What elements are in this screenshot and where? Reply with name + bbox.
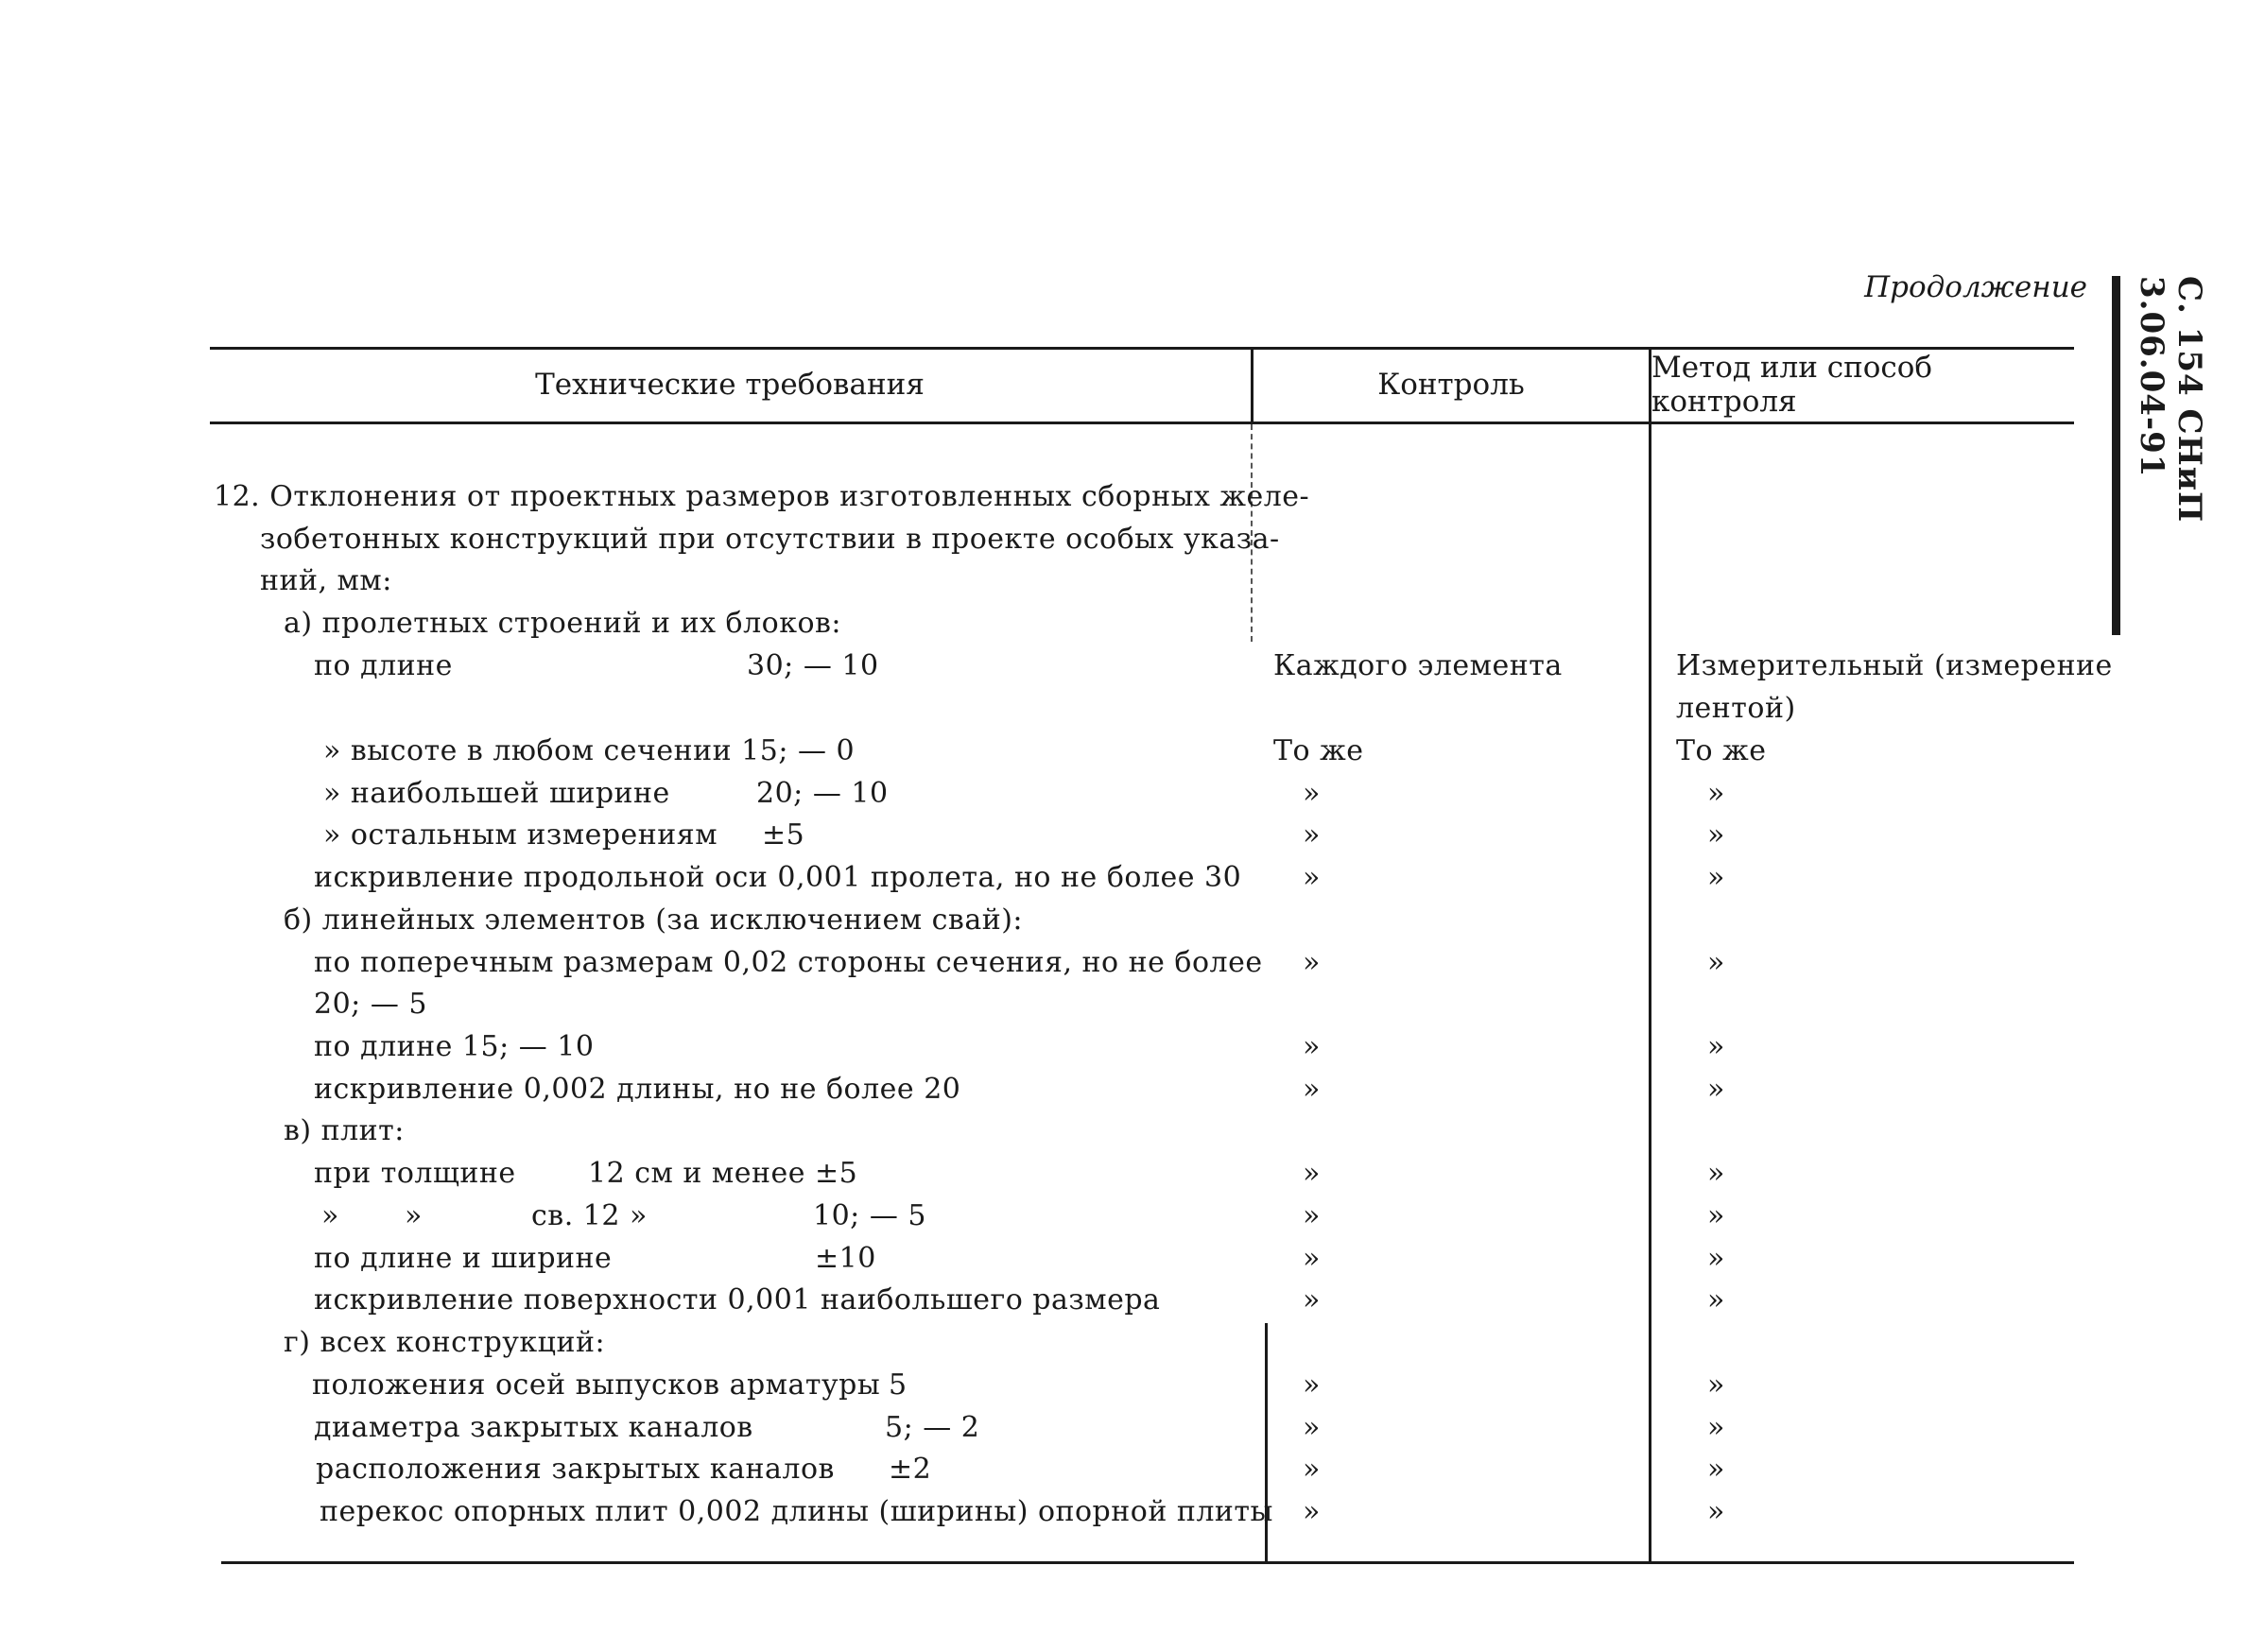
method-row-7: То же bbox=[1676, 734, 1767, 767]
method-row-8: » bbox=[1707, 777, 1725, 810]
ctrl-row-23: » bbox=[1303, 1411, 1321, 1444]
method-row-23: » bbox=[1707, 1411, 1725, 1444]
ctrl-row-14: » bbox=[1303, 1030, 1321, 1063]
ctrl-row-20: » bbox=[1303, 1283, 1321, 1316]
ctrl-row-19: » bbox=[1303, 1242, 1321, 1275]
req-row-18-mid: св. 12 » bbox=[531, 1199, 648, 1232]
method-row-5: Измерительный (измерение bbox=[1676, 649, 2113, 682]
table-bottom-rule bbox=[221, 1561, 2074, 1564]
ctrl-row-5: Каждого элемента bbox=[1273, 649, 1563, 682]
ctrl-row-17: » bbox=[1303, 1157, 1321, 1190]
req-row-17-mid: 12 см и менее ±5 bbox=[588, 1157, 858, 1190]
req-row-18-value: 10; — 5 bbox=[813, 1199, 926, 1232]
method-row-22: » bbox=[1707, 1368, 1725, 1402]
req-row-3: ний, мм: bbox=[260, 564, 392, 597]
req-row-7: » высоте в любом сечении 15; — 0 bbox=[323, 734, 856, 767]
header-control: Контроль bbox=[1377, 368, 1525, 402]
req-row-22: положения осей выпусков арматуры bbox=[312, 1368, 881, 1402]
method-row-25: » bbox=[1707, 1495, 1725, 1528]
ctrl-row-8: » bbox=[1303, 777, 1321, 810]
side-bar bbox=[2112, 276, 2120, 635]
req-row-10: искривление продольной оси 0,001 пролета, но не более 30 bbox=[314, 861, 1242, 894]
ctrl-row-9: » bbox=[1303, 818, 1321, 852]
req-row-23-value: 5; — 2 bbox=[885, 1411, 980, 1444]
method-row-10: » bbox=[1707, 861, 1725, 894]
ctrl-row-18: » bbox=[1303, 1199, 1321, 1232]
req-row-9: » остальным измерениям bbox=[323, 818, 718, 852]
method-row-20: » bbox=[1707, 1283, 1725, 1316]
method-row-18: » bbox=[1707, 1199, 1725, 1232]
header-bottom-rule bbox=[210, 422, 2074, 424]
method-row-24: » bbox=[1707, 1453, 1725, 1486]
req-row-1: 12. Отклонения от проектных размеров изготовленных сборных желе- bbox=[214, 480, 1310, 513]
continuation-label: Продолжение bbox=[1864, 270, 2087, 304]
req-row-21: г) всех конструкций: bbox=[284, 1326, 606, 1359]
req-row-2: зобетонных конструкций при отсутствии в проекте особых указа- bbox=[260, 523, 1280, 556]
req-row-8-value: 20; — 10 bbox=[756, 777, 889, 810]
req-row-19-value: ±10 bbox=[815, 1242, 876, 1275]
req-row-25: перекос опорных плит 0,002 длины (ширины) опорной плиты bbox=[320, 1495, 1273, 1528]
side-label-block bbox=[2112, 276, 2208, 635]
method-row-9: » bbox=[1707, 818, 1725, 852]
req-row-18b: » bbox=[405, 1199, 423, 1232]
req-row-22-value: 5 bbox=[889, 1368, 908, 1402]
req-row-24-value: ±2 bbox=[889, 1453, 932, 1486]
req-row-18: » bbox=[321, 1199, 339, 1232]
req-row-23: диаметра закрытых каналов bbox=[314, 1411, 753, 1444]
req-row-19: по длине и ширине bbox=[314, 1242, 613, 1275]
method-row-6: лентой) bbox=[1676, 692, 1796, 725]
req-row-8: » наибольшей ширине bbox=[323, 777, 670, 810]
ctrl-row-22: » bbox=[1303, 1368, 1321, 1402]
method-row-17: » bbox=[1707, 1157, 1725, 1190]
side-label: С. 154 СНиП 3.06.04-91 bbox=[2133, 276, 2208, 524]
method-row-12: » bbox=[1707, 946, 1725, 979]
ctrl-row-25: » bbox=[1303, 1495, 1321, 1528]
req-row-16: в) плит: bbox=[284, 1114, 405, 1147]
header-requirements: Технические требования bbox=[535, 368, 925, 402]
ctrl-row-15: » bbox=[1303, 1073, 1321, 1106]
req-row-17: при толщине bbox=[314, 1157, 516, 1190]
method-row-19: » bbox=[1707, 1242, 1725, 1275]
req-row-24: расположения закрытых каналов bbox=[316, 1453, 835, 1486]
ctrl-row-12: » bbox=[1303, 946, 1321, 979]
ctrl-row-24: » bbox=[1303, 1453, 1321, 1486]
column-divider-2 bbox=[1649, 347, 1651, 1561]
ctrl-row-7: То же bbox=[1273, 734, 1364, 767]
method-row-15: » bbox=[1707, 1073, 1725, 1106]
method-row-14: » bbox=[1707, 1030, 1725, 1063]
req-row-20: искривление поверхности 0,001 наибольшего размера bbox=[314, 1283, 1161, 1316]
req-row-5: по длине bbox=[314, 649, 453, 682]
req-row-5-value: 30; — 10 bbox=[747, 649, 879, 682]
req-row-11: б) линейных элементов (за исключением свай): bbox=[284, 903, 1024, 937]
req-row-9-value: ±5 bbox=[762, 818, 805, 852]
req-row-13: 20; — 5 bbox=[314, 988, 427, 1021]
req-row-15: искривление 0,002 длины, но не более 20 bbox=[314, 1073, 961, 1106]
req-row-4: а) пролетных строений и их блоков: bbox=[284, 607, 842, 640]
req-row-14: по длине 15; — 10 bbox=[314, 1030, 595, 1063]
req-row-12: по поперечным размерам 0,02 стороны сечения, но не более bbox=[314, 946, 1263, 979]
ctrl-row-10: » bbox=[1303, 861, 1321, 894]
header-method: Метод или способ контроля bbox=[1651, 351, 1933, 419]
